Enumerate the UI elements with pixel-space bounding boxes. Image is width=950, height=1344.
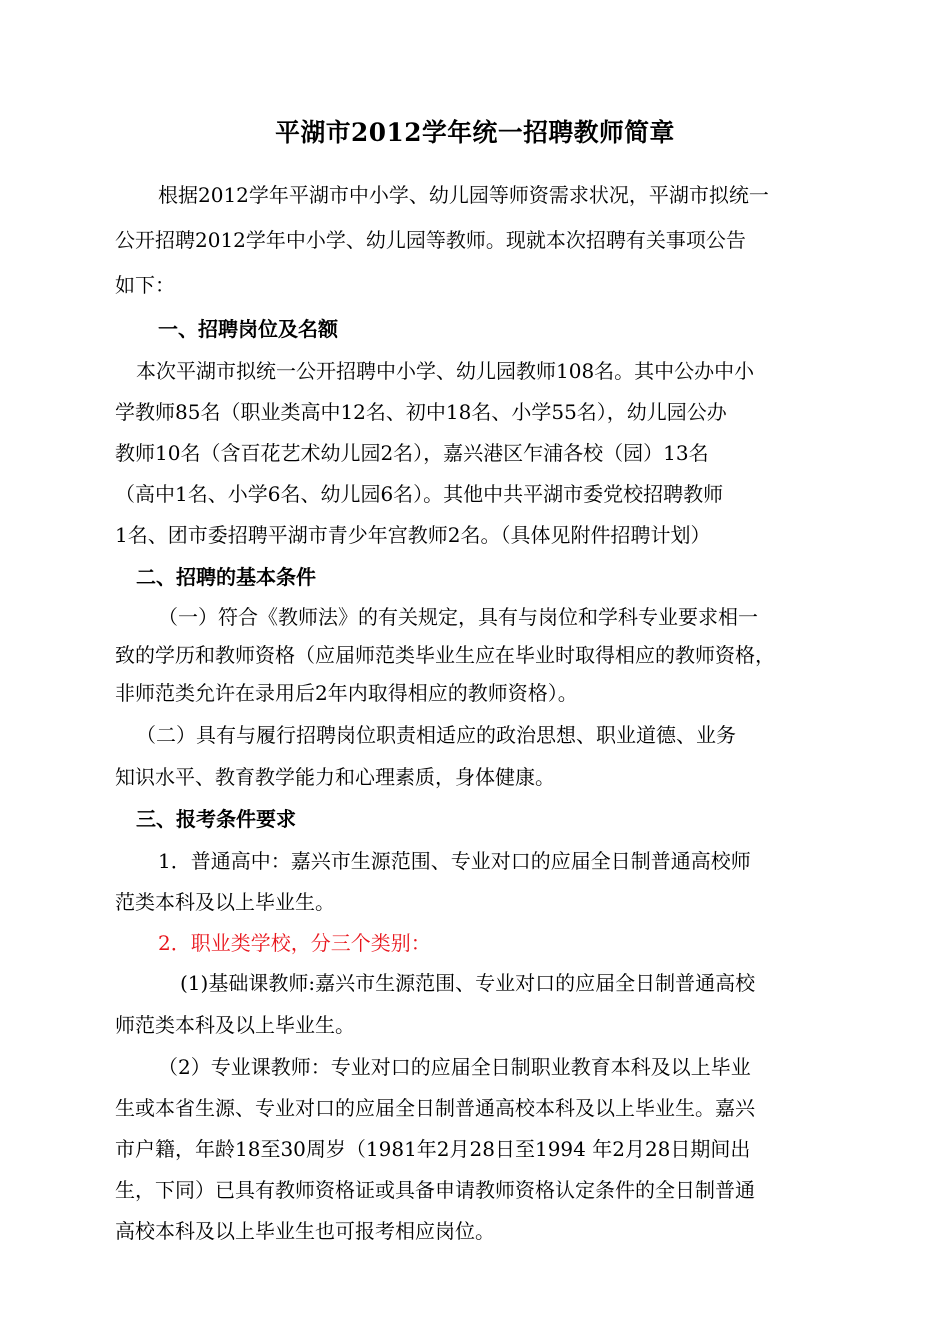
- section-1-line-4: （高中1名、小学6名、幼儿园6名）。其他中共平湖市委党校招聘教师: [115, 482, 724, 506]
- section-3-item-1-line-2: 范类本科及以上毕业生。: [115, 890, 335, 914]
- section-1-line-3: 教师10名（含百花艺术幼儿园2名），嘉兴港区乍浦各校（园）13名: [115, 441, 709, 465]
- section-3-item-1-line-1: 1．普通高中：嘉兴市生源范围、专业对口的应届全日制普通高校师: [158, 849, 751, 873]
- section-3-sub-2-line-3: 市户籍，年龄18至30周岁（1981年2月28日至1994 年2月28日期间出: [115, 1137, 751, 1161]
- document-title: 平湖市2012学年统一招聘教师简章: [275, 118, 675, 147]
- section-1-line-2: 学教师85名（职业类高中12名、初中18名、小学55名），幼儿园公办: [115, 400, 727, 424]
- section-2-item-1-line-2: 致的学历和教师资格（应届师范类毕业生应在毕业时取得相应的教师资格，: [115, 643, 775, 667]
- section-3-sub-1-line-2: 师范类本科及以上毕业生。: [115, 1013, 355, 1037]
- intro-line-2: 公开招聘2012学年中小学、幼儿园等教师。现就本次招聘有关事项公告: [115, 228, 746, 252]
- section-1-line-1: 本次平湖市拟统一公开招聘中小学、幼儿园教师108名。其中公办中小: [136, 359, 755, 383]
- section-3-sub-2-line-4: 生，下同）已具有教师资格证或具备申请教师资格认定条件的全日制普通: [115, 1178, 755, 1202]
- section-1-line-5: 1名、团市委招聘平湖市青少年宫教师2名。（具体见附件招聘计划）: [115, 523, 711, 547]
- section-3-sub-2-line-2: 生或本省生源、专业对口的应届全日制普通高校本科及以上毕业生。嘉兴: [115, 1096, 755, 1120]
- section-2-item-2-line-1: （二）具有与履行招聘岗位职责相适应的政治思想、职业道德、业务: [136, 723, 736, 747]
- section-3-sub-2-line-5: 高校本科及以上毕业生也可报考相应岗位。: [115, 1219, 495, 1243]
- section-3-item-2-heading: 2．职业类学校，分三个类别：: [158, 931, 431, 955]
- section-1-heading: 一、招聘岗位及名额: [158, 317, 338, 341]
- section-3-sub-2-line-1: （2）专业课教师：专业对口的应届全日制职业教育本科及以上毕业: [158, 1055, 751, 1079]
- intro-line-1: 根据2012学年平湖市中小学、幼儿园等师资需求状况，平湖市拟统一: [158, 183, 769, 207]
- section-2-item-1-line-1: （一）符合《教师法》的有关规定，具有与岗位和学科专业要求相一: [158, 605, 758, 629]
- section-3-sub-1-line-1: (1)基础课教师:嘉兴市生源范围、专业对口的应届全日制普通高校: [180, 971, 756, 995]
- section-3-heading: 三、报考条件要求: [136, 807, 296, 831]
- section-2-heading: 二、招聘的基本条件: [136, 565, 316, 589]
- section-2-item-2-line-2: 知识水平、教育教学能力和心理素质，身体健康。: [115, 765, 555, 789]
- section-2-item-1-line-3: 非师范类允许在录用后2年内取得相应的教师资格）。: [115, 681, 578, 705]
- intro-line-3: 如下：: [115, 273, 175, 297]
